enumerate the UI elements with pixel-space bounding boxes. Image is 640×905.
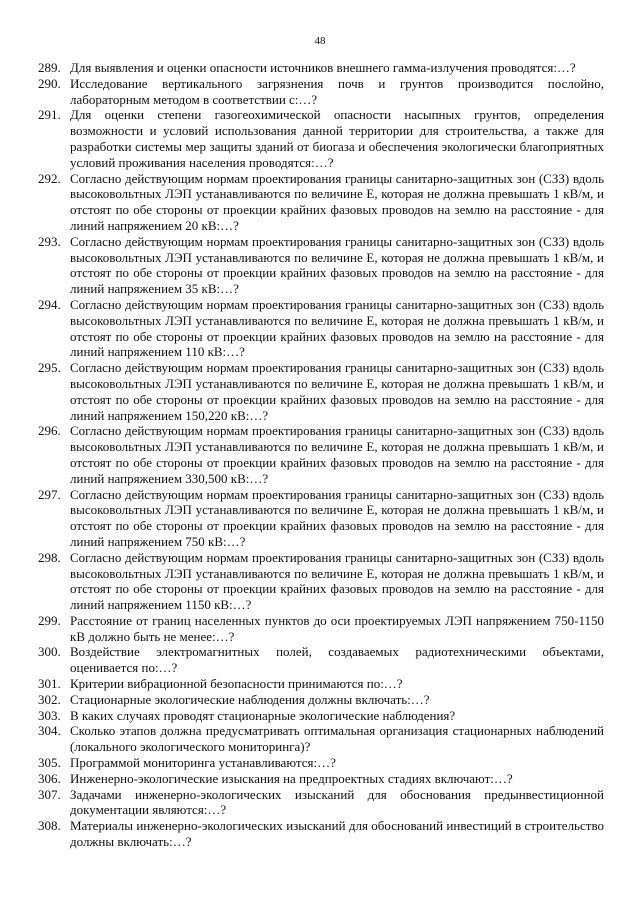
question-text: Согласно действующим нормам проектирования границы санитарно-защитных зон (СЗЗ) вдоль высоковольтных ЛЭП устанавливаются по величине Е, которая не должна превышать 1 кВ/м, и отстоят по обе стороны от проекции крайних фазовых проводов на землю на расстояние - для линий напряжением 150,220 кВ:…?: [70, 360, 604, 423]
question-text: Согласно действующим нормам проектирования границы санитарно-защитных зон (СЗЗ) вдоль высоковольтных ЛЭП устанавливаются по величине Е, которая не должна превышать 1 кВ/м, и отстоят по обе стороны от проекции крайних фазовых проводов на землю на расстояние - для линий напряжением 35 кВ:…?: [70, 233, 604, 297]
question-text: Для выявления и оценки опасности источников внешнего гамма-излучения проводятся:…?: [70, 60, 576, 75]
question-item: [38, 692, 604, 708]
question-number: 306.: [38, 770, 61, 786]
question-text: Сколько этапов должна предусматривать оптимальная организация стационарных наблюдений (локального экологического мониторинга)?: [70, 723, 604, 755]
question-item: [38, 60, 604, 76]
question-item: [38, 487, 604, 550]
question-item: [38, 644, 604, 676]
question-number: 307.: [38, 786, 61, 802]
question-text: Стационарные экологические наблюдения должны включать:…?: [70, 691, 430, 707]
question-number: 296.: [38, 423, 61, 439]
page-number: 48: [314, 35, 326, 47]
question-item: [38, 297, 604, 360]
question-item: [38, 787, 604, 819]
question-text: Материалы инженерно-экологических изысканий для обоснований инвестиций в строительство должны включать:…?: [70, 818, 604, 850]
question-item: [38, 676, 604, 692]
question-number: 297.: [38, 486, 61, 502]
question-item: [38, 723, 604, 755]
question-item: [38, 755, 604, 771]
question-number: 293.: [38, 233, 61, 249]
question-text: Для оценки степени газогеохимической опасности насыпных грунтов, определения возможности и условий использования данной территории для строительства, а также для разработки системы мер защиты зданий от биогаза и обеспечения экологически благоприятных условий проживания населения проводятся:…?: [70, 107, 604, 170]
question-text: Согласно действующим нормам проектирования границы санитарно-защитных зон (СЗЗ) вдоль высоковольтных ЛЭП устанавливаются по величине Е, которая не должна превышать 1 кВ/м, и отстоят по обе стороны от проекции крайних фазовых проводов на землю на расстояние - для линий напряжением 110 кВ:…?: [70, 296, 604, 360]
question-text: В каких случаях проводят стационарные экологические наблюдения?: [70, 707, 456, 723]
question-number: 294.: [38, 296, 61, 312]
question-text: Согласно действующим нормам проектирования границы санитарно-защитных зон (СЗЗ) вдоль высоковольтных ЛЭП устанавливаются по величине Е, которая не должна превышать 1 кВ/м, и отстоят по обе стороны от проекции крайних фазовых проводов на землю на расстояние - для линий напряжением 330,500 кВ:…?: [70, 423, 604, 486]
question-text: Критерии вибрационной безопасности принимаются по:…?: [70, 676, 403, 692]
question-number: 300.: [38, 644, 61, 660]
question-item: [38, 613, 604, 645]
question-text: Программой мониторинга устанавливаются:…?: [70, 755, 336, 771]
question-text: Инженерно-экологические изыскания на предпроектных стадиях включают:…?: [70, 770, 513, 786]
question-number: 308.: [38, 818, 61, 834]
question-text: Задачами инженерно-экологических изысканий для обоснования предынвестиционной документации являются:…?: [70, 786, 604, 818]
question-text: Согласно действующим нормам проектирования границы санитарно-защитных зон (СЗЗ) вдоль высоковольтных ЛЭП устанавливаются по величине Е, которая не должна превышать 1 кВ/м, и отстоят по обе стороны от проекции крайних фазовых проводов на землю на расстояние - для линий напряжением 20 кВ:…?: [70, 170, 604, 233]
question-number: 304.: [38, 723, 61, 739]
question-number: 303.: [38, 707, 61, 723]
question-number: 298.: [38, 549, 61, 565]
question-item: [38, 234, 604, 297]
question-item: [38, 360, 604, 423]
question-text: Исследование вертикального загрязнения почв и грунтов производится послойно, лабораторным методом в соответствии с:…?: [70, 75, 604, 107]
question-number: 291.: [38, 107, 61, 123]
question-text: Согласно действующим нормам проектирования границы санитарно-защитных зон (СЗЗ) вдоль высоковольтных ЛЭП устанавливаются по величине Е, которая не должна превышать 1 кВ/м, и отстоят по обе стороны от проекции крайних фазовых проводов на землю на расстояние - для линий напряжением 750 кВ:…?: [70, 486, 604, 549]
question-number: 301.: [38, 676, 61, 692]
question-number: 290.: [38, 75, 61, 91]
question-text: Расстояние от границ населенных пунктов до оси проектируемых ЛЭП напряжением 750-1150 кВ должно быть не менее:…?: [70, 612, 604, 644]
question-number: 289.: [38, 60, 61, 75]
question-item: [38, 771, 604, 787]
question-item: [38, 550, 604, 613]
question-number: 292.: [38, 170, 61, 186]
question-number: 299.: [38, 612, 61, 628]
question-list: [38, 60, 604, 850]
question-number: 295.: [38, 360, 61, 376]
question-item: [38, 708, 604, 724]
question-item: [38, 171, 604, 234]
question-number: 305.: [38, 755, 61, 771]
question-text: Согласно действующим нормам проектирования границы санитарно-защитных зон (СЗЗ) вдоль высоковольтных ЛЭП устанавливаются по величине Е, которая не должна превышать 1 кВ/м, и отстоят по обе стороны от проекции крайних фазовых проводов на землю на расстояние - для линий напряжением 1150 кВ:…?: [70, 549, 604, 613]
question-number: 302.: [38, 691, 61, 707]
question-text: Воздействие электромагнитных полей, создаваемых радиотехническими объектами, оценивается по:…?: [70, 644, 604, 676]
question-item: [38, 76, 604, 108]
question-item: [38, 107, 604, 170]
question-item: [38, 818, 604, 850]
question-item: [38, 423, 604, 486]
